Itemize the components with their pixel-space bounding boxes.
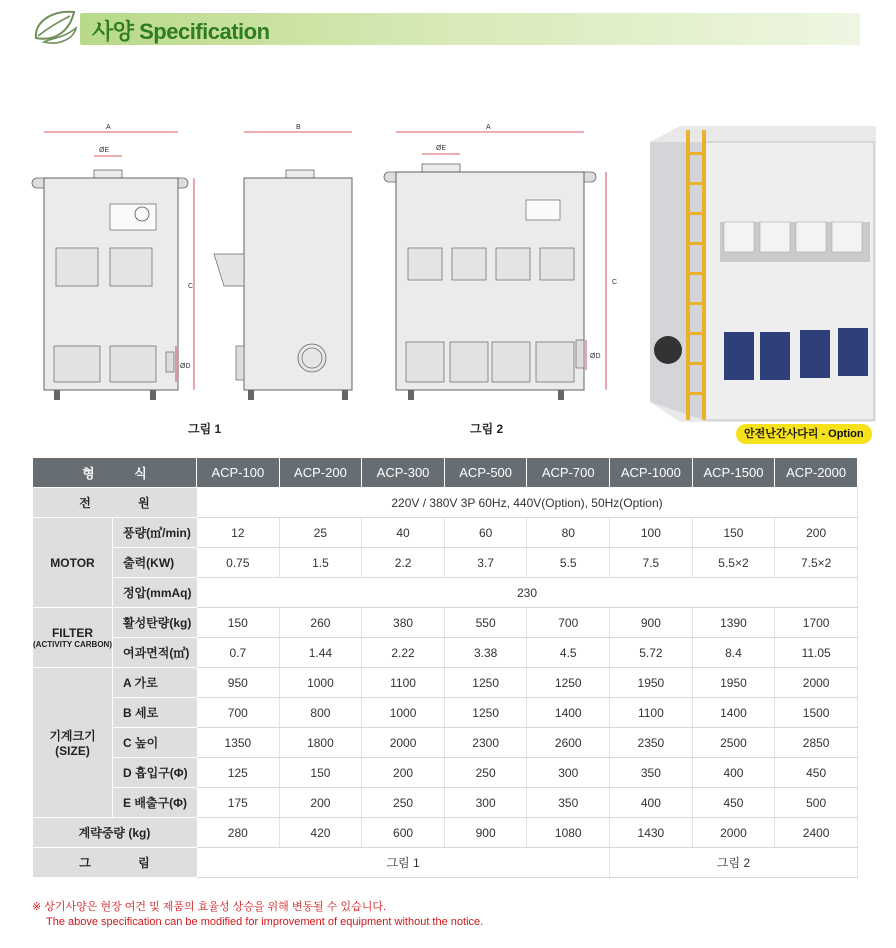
section-header bbox=[30, 8, 860, 48]
table-cell: 200 bbox=[775, 518, 858, 548]
table-cell: 400 bbox=[692, 758, 775, 788]
table-cell: 400 bbox=[610, 788, 693, 818]
table-cell: 2000 bbox=[362, 728, 445, 758]
page-title: 사양 Specification bbox=[92, 19, 270, 44]
model-header: ACP-100 bbox=[197, 458, 280, 488]
table-cell: 1100 bbox=[610, 698, 693, 728]
table-row bbox=[33, 788, 858, 818]
table-row bbox=[33, 698, 858, 728]
filter-group-subtitle: (ACTIVITY CARBON) bbox=[33, 640, 112, 649]
table-cell: 2850 bbox=[775, 728, 858, 758]
figure-1-caption: 그림 1 bbox=[188, 422, 222, 436]
table-cell: 2000 bbox=[775, 668, 858, 698]
size-a-label: A 가로 bbox=[113, 668, 197, 698]
table-cell: 1.44 bbox=[279, 638, 362, 668]
table-row bbox=[33, 488, 858, 518]
weight-label: 계략중량 (kg) bbox=[33, 818, 197, 848]
table-cell: 700 bbox=[197, 698, 280, 728]
table-cell: 550 bbox=[444, 608, 527, 638]
table-cell: 1250 bbox=[444, 698, 527, 728]
airflow-label: 풍량(㎥/min) bbox=[113, 518, 197, 548]
model-header: ACP-2000 bbox=[775, 458, 858, 488]
dim-a-label-2: A bbox=[486, 124, 491, 131]
table-cell: 1350 bbox=[197, 728, 280, 758]
size-e-label: E 배출구(Φ) bbox=[113, 788, 197, 818]
table-cell: 700 bbox=[527, 608, 610, 638]
table-cell: 600 bbox=[362, 818, 445, 848]
table-cell: 1.5 bbox=[279, 548, 362, 578]
table-row bbox=[33, 578, 858, 608]
table-cell: 500 bbox=[775, 788, 858, 818]
size-group-label bbox=[33, 668, 113, 818]
table-cell: 5.5×2 bbox=[692, 548, 775, 578]
header-model-label: 형 식 bbox=[33, 458, 197, 488]
table-row bbox=[33, 518, 858, 548]
table-cell: 12 bbox=[197, 518, 280, 548]
table-cell: 0.75 bbox=[197, 548, 280, 578]
footnote bbox=[32, 900, 483, 930]
table-row bbox=[33, 608, 858, 638]
table-cell: 40 bbox=[362, 518, 445, 548]
table-cell: 1400 bbox=[527, 698, 610, 728]
table-cell: 380 bbox=[362, 608, 445, 638]
table-row bbox=[33, 638, 858, 668]
table-cell: 80 bbox=[527, 518, 610, 548]
dim-c-label-2: C bbox=[612, 279, 618, 286]
table-cell: 1950 bbox=[610, 668, 693, 698]
table-cell: 3.38 bbox=[444, 638, 527, 668]
table-cell: 1000 bbox=[362, 698, 445, 728]
table-cell: 2400 bbox=[775, 818, 858, 848]
table-cell: 175 bbox=[197, 788, 280, 818]
table-cell: 950 bbox=[197, 668, 280, 698]
power-value: 220V / 380V 3P 60Hz, 440V(Option), 50Hz(Option) bbox=[197, 488, 858, 518]
size-c-label: C 높이 bbox=[113, 728, 197, 758]
model-header: ACP-300 bbox=[362, 458, 445, 488]
table-cell: 350 bbox=[610, 758, 693, 788]
figure-2-caption: 그림 2 bbox=[470, 422, 504, 436]
dim-e-label-2: ØE bbox=[436, 145, 447, 152]
table-cell: 7.5×2 bbox=[775, 548, 858, 578]
size-group-subtitle: (SIZE) bbox=[55, 744, 90, 758]
table-cell: 260 bbox=[279, 608, 362, 638]
table-cell: 3.7 bbox=[444, 548, 527, 578]
output-label: 출력(KW) bbox=[113, 548, 197, 578]
table-cell: 1250 bbox=[527, 668, 610, 698]
table-cell: 8.4 bbox=[692, 638, 775, 668]
table-cell: 5.5 bbox=[527, 548, 610, 578]
table-cell: 1800 bbox=[279, 728, 362, 758]
table-row bbox=[33, 728, 858, 758]
dim-e-label: ØE bbox=[99, 147, 110, 154]
leaf-icon bbox=[30, 8, 86, 48]
table-cell: 200 bbox=[279, 788, 362, 818]
table-cell: 420 bbox=[279, 818, 362, 848]
table-cell: 1700 bbox=[775, 608, 858, 638]
model-header: ACP-1000 bbox=[610, 458, 693, 488]
spec-table bbox=[32, 457, 858, 878]
table-cell: 1950 bbox=[692, 668, 775, 698]
dim-c-label: C bbox=[188, 283, 194, 290]
size-d-label: D 흡입구(Φ) bbox=[113, 758, 197, 788]
table-cell: 2300 bbox=[444, 728, 527, 758]
table-cell: 2350 bbox=[610, 728, 693, 758]
filter-group-title: FILTER bbox=[51, 626, 94, 640]
table-cell: 900 bbox=[444, 818, 527, 848]
footnote-english: The above specification can be modified for improvement of equipment without the notice. bbox=[46, 916, 484, 928]
table-cell: 250 bbox=[444, 758, 527, 788]
model-header: ACP-200 bbox=[279, 458, 362, 488]
table-cell: 25 bbox=[279, 518, 362, 548]
table-cell: 0.7 bbox=[197, 638, 280, 668]
footnote-korean: ※ 상기사양은 현장 여건 및 제품의 효율성 상승을 위해 변동될 수 있습니다. bbox=[32, 901, 387, 913]
table-row bbox=[33, 848, 858, 878]
power-label: 전 원 bbox=[33, 488, 197, 518]
carbon-label: 활성탄량(kg) bbox=[113, 608, 197, 638]
table-cell: 11.05 bbox=[775, 638, 858, 668]
dim-d-label: ØD bbox=[180, 363, 191, 370]
table-cell: 300 bbox=[527, 758, 610, 788]
table-cell: 4.5 bbox=[527, 638, 610, 668]
table-row bbox=[33, 758, 858, 788]
figure-2-ref: 그림 2 bbox=[610, 848, 858, 878]
table-cell: 2.22 bbox=[362, 638, 445, 668]
table-cell: 1100 bbox=[362, 668, 445, 698]
table-cell: 1390 bbox=[692, 608, 775, 638]
table-cell: 5.72 bbox=[610, 638, 693, 668]
dim-d-label-2: ØD bbox=[590, 353, 601, 360]
dim-b-label: B bbox=[296, 124, 301, 131]
area-label: 여과면적(㎡) bbox=[113, 638, 197, 668]
table-cell: 150 bbox=[279, 758, 362, 788]
motor-group-label: MOTOR bbox=[33, 518, 113, 608]
model-header: ACP-500 bbox=[444, 458, 527, 488]
table-cell: 60 bbox=[444, 518, 527, 548]
table-cell: 1400 bbox=[692, 698, 775, 728]
table-cell: 150 bbox=[197, 608, 280, 638]
option-badge: 안전난간사다리 - Option bbox=[736, 424, 872, 444]
table-cell: 1000 bbox=[279, 668, 362, 698]
product-photo bbox=[640, 122, 876, 432]
figure-1-ref: 그림 1 bbox=[197, 848, 610, 878]
table-cell: 250 bbox=[362, 788, 445, 818]
table-row bbox=[33, 668, 858, 698]
table-cell: 1500 bbox=[775, 698, 858, 728]
table-cell: 1080 bbox=[527, 818, 610, 848]
table-header-row bbox=[33, 458, 858, 488]
figure-2-front bbox=[380, 120, 628, 410]
filter-group-label bbox=[33, 608, 113, 668]
table-cell: 7.5 bbox=[610, 548, 693, 578]
table-cell: 2000 bbox=[692, 818, 775, 848]
dim-a-label: A bbox=[106, 124, 111, 131]
table-cell: 100 bbox=[610, 518, 693, 548]
figure-side-view bbox=[200, 120, 360, 410]
table-cell: 900 bbox=[610, 608, 693, 638]
model-header: ACP-700 bbox=[527, 458, 610, 488]
table-row bbox=[33, 818, 858, 848]
figure-row-label: 그 림 bbox=[33, 848, 197, 878]
table-cell: 1430 bbox=[610, 818, 693, 848]
table-cell: 150 bbox=[692, 518, 775, 548]
table-cell: 1250 bbox=[444, 668, 527, 698]
table-cell: 125 bbox=[197, 758, 280, 788]
table-cell: 2600 bbox=[527, 728, 610, 758]
pressure-label: 정압(mmAq) bbox=[113, 578, 197, 608]
table-cell: 350 bbox=[527, 788, 610, 818]
table-cell: 2.2 bbox=[362, 548, 445, 578]
table-cell: 200 bbox=[362, 758, 445, 788]
table-cell: 280 bbox=[197, 818, 280, 848]
table-cell: 450 bbox=[692, 788, 775, 818]
pressure-value: 230 bbox=[197, 578, 858, 608]
table-cell: 800 bbox=[279, 698, 362, 728]
table-cell: 300 bbox=[444, 788, 527, 818]
table-cell: 2500 bbox=[692, 728, 775, 758]
table-row bbox=[33, 548, 858, 578]
figure-1-front bbox=[28, 120, 198, 410]
table-cell: 450 bbox=[775, 758, 858, 788]
model-header: ACP-1500 bbox=[692, 458, 775, 488]
size-group-title: 기계크기 bbox=[49, 729, 96, 743]
size-b-label: B 세로 bbox=[113, 698, 197, 728]
